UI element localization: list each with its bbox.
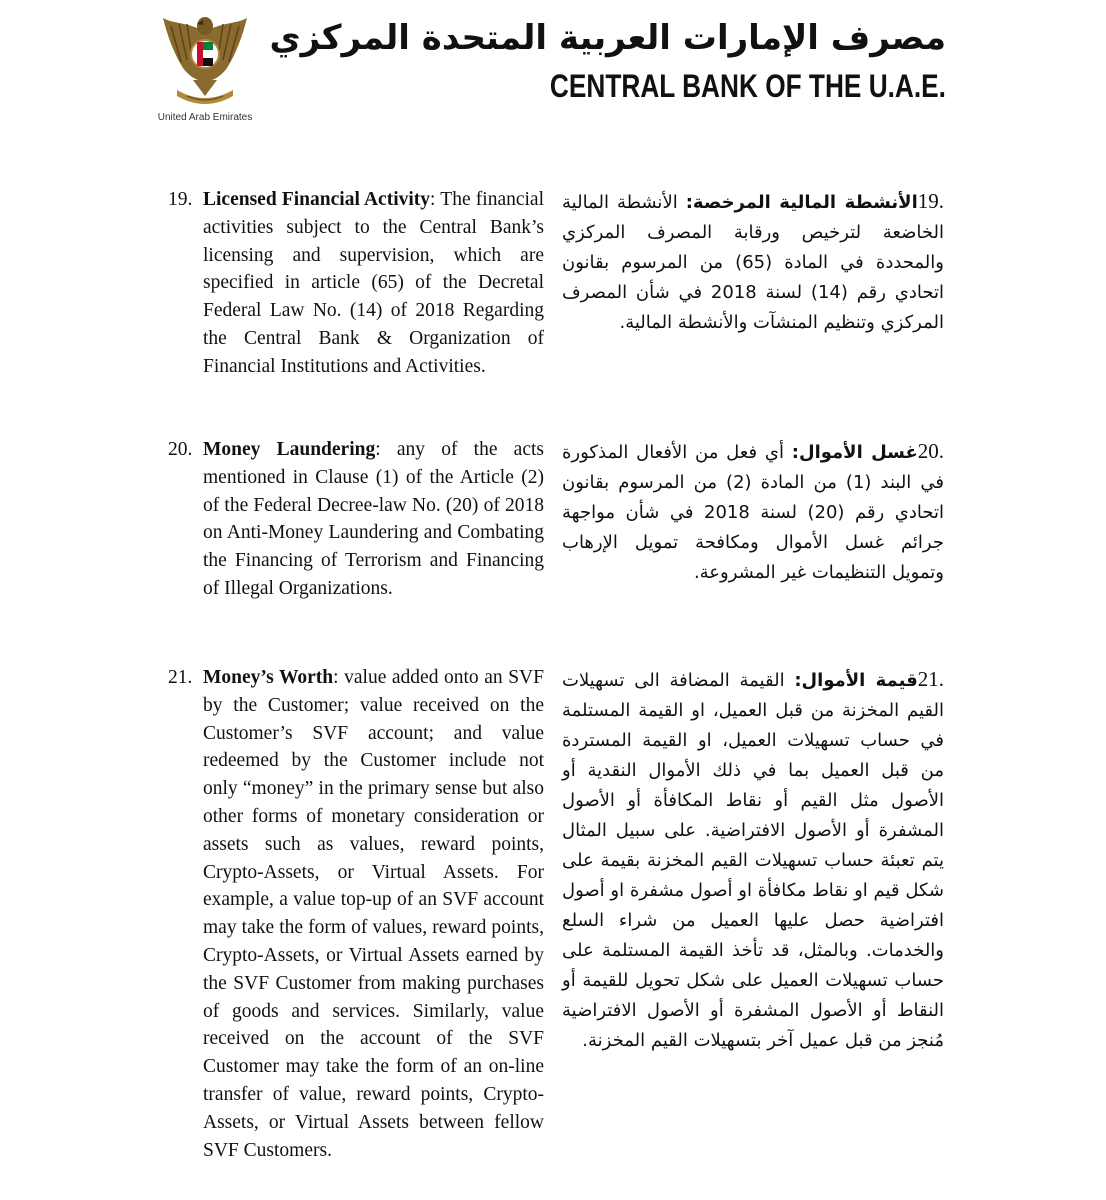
definition-arabic — [562, 186, 944, 338]
definition-text-arabic: القيمة المضافة الى تسهيلات القيم المخزنة من قبل العميل، او القيمة المستلمة في حساب تسهيلات العميل، او القيمة المستردة من قبل العميل بما في ذلك الأموال النقدية أو الأصول مثل القيم أو نقاط المكافأة أو الأصول المشفرة أو الأصول الافتراضية. على سبيل المثال يتم تعبئة حساب تسهيلات القيم المخزنة بقيمة على شكل قيم او نقاط مكافأة او أصول مشفرة او أصول افتراضية حصل عليها العميل من شراء السلع والخدمات. وبالمثل، قد تأخذ القيمة المستلمة على حساب تسهيلات العميل على شكل تحويل للقيمة أو النقاط أو الأصول المشفرة أو الأصول الافتراضية مُنجز من قبل عميل آخر بتسهيلات القيم المخزنة. — [562, 670, 944, 1051]
definition-term-arabic: قيمة الأموال: — [794, 670, 918, 691]
definition-number-arabic: 19. — [917, 189, 944, 213]
definition-text: : any of the acts mentioned in Clause (1) of the Article (2) of the Federal Decree-law No. (20) of 2018 on Anti-Money Laundering and Combating the Financing of Terrorism and Financing of Illegal Organizations. — [203, 439, 544, 599]
bank-name-english: CENTRAL BANK OF THE U.A.E. — [549, 68, 946, 104]
definition-arabic — [562, 664, 944, 1056]
definition-number: 19. — [168, 189, 193, 210]
definition-english — [168, 436, 544, 603]
bank-name-arabic: مصرف الإمارات العربية المتحدة المركزي — [269, 18, 946, 58]
definition-number-arabic: 21. — [917, 667, 944, 691]
definition-term-arabic: غسل الأموال: — [791, 442, 918, 463]
emblem-caption: United Arab Emirates — [157, 112, 253, 123]
definition-body-english — [203, 436, 544, 603]
definition-text-arabic: الأنشطة المالية الخاضعة لترخيص ورقابة المصرف المركزي والمحددة في المادة (65) من المرسوم بقانون اتحادي رقم (14) لسنة 2018 في شأن المصرف المركزي وتنظيم المنشآت والأنشطة المالية. — [562, 192, 944, 333]
definition-english — [168, 664, 544, 1164]
definition-term: Licensed Financial Activity — [203, 189, 431, 210]
falcon-emblem-icon — [159, 12, 251, 110]
definition-english — [168, 186, 544, 381]
definition-number-arabic: 20. — [917, 439, 944, 463]
definition-number: 21. — [168, 667, 193, 688]
uae-emblem — [150, 12, 260, 123]
definition-body-english — [203, 664, 544, 1164]
definition-number: 20. — [168, 439, 193, 460]
definition-text: : The financial activities subject to the Central Bank’s licensing and supervision, which are specified in article (65) of the Decretal Federal Law No. (14) of 2018 Regarding the Central Bank & Organization of Financial Institutions and Activities. — [203, 189, 544, 377]
definition-term: Money’s Worth — [203, 667, 334, 688]
definition-arabic — [562, 436, 944, 588]
definition-text-arabic: أي فعل من الأفعال المذكورة في البند (1) من المادة (2) من المرسوم بقانون اتحادي رقم (20) لسنة 2018 في شأن مواجهة جرائم غسل الأموال ومكافحة تمويل الإرهاب وتمويل التنظيمات غير المشروعة. — [562, 442, 944, 583]
definition-text: : value added onto an SVF by the Customer; value received on the Customer’s SVF account; and value redeemed by the Customer include not only “money” in the primary sense but also other forms of monetary consideration or assets such as values, reward points, Crypto-Assets, or Virtual Assets. For example, a value top-up of an SVF account may take the form of values, reward points, Crypto-Assets, or Virtual Assets earned by the SVF Customer from making purchases of goods and services. Similarly, value received on the account of the SVF Customer may take the form of an on-line transfer of value, reward points, Crypto-Assets, or Virtual Assets between fellow SVF Customers. — [203, 667, 544, 1161]
definition-term: Money Laundering — [203, 439, 376, 460]
definition-term-arabic: الأنشطة المالية المرخصة: — [685, 192, 918, 213]
definition-body-english — [203, 186, 544, 381]
